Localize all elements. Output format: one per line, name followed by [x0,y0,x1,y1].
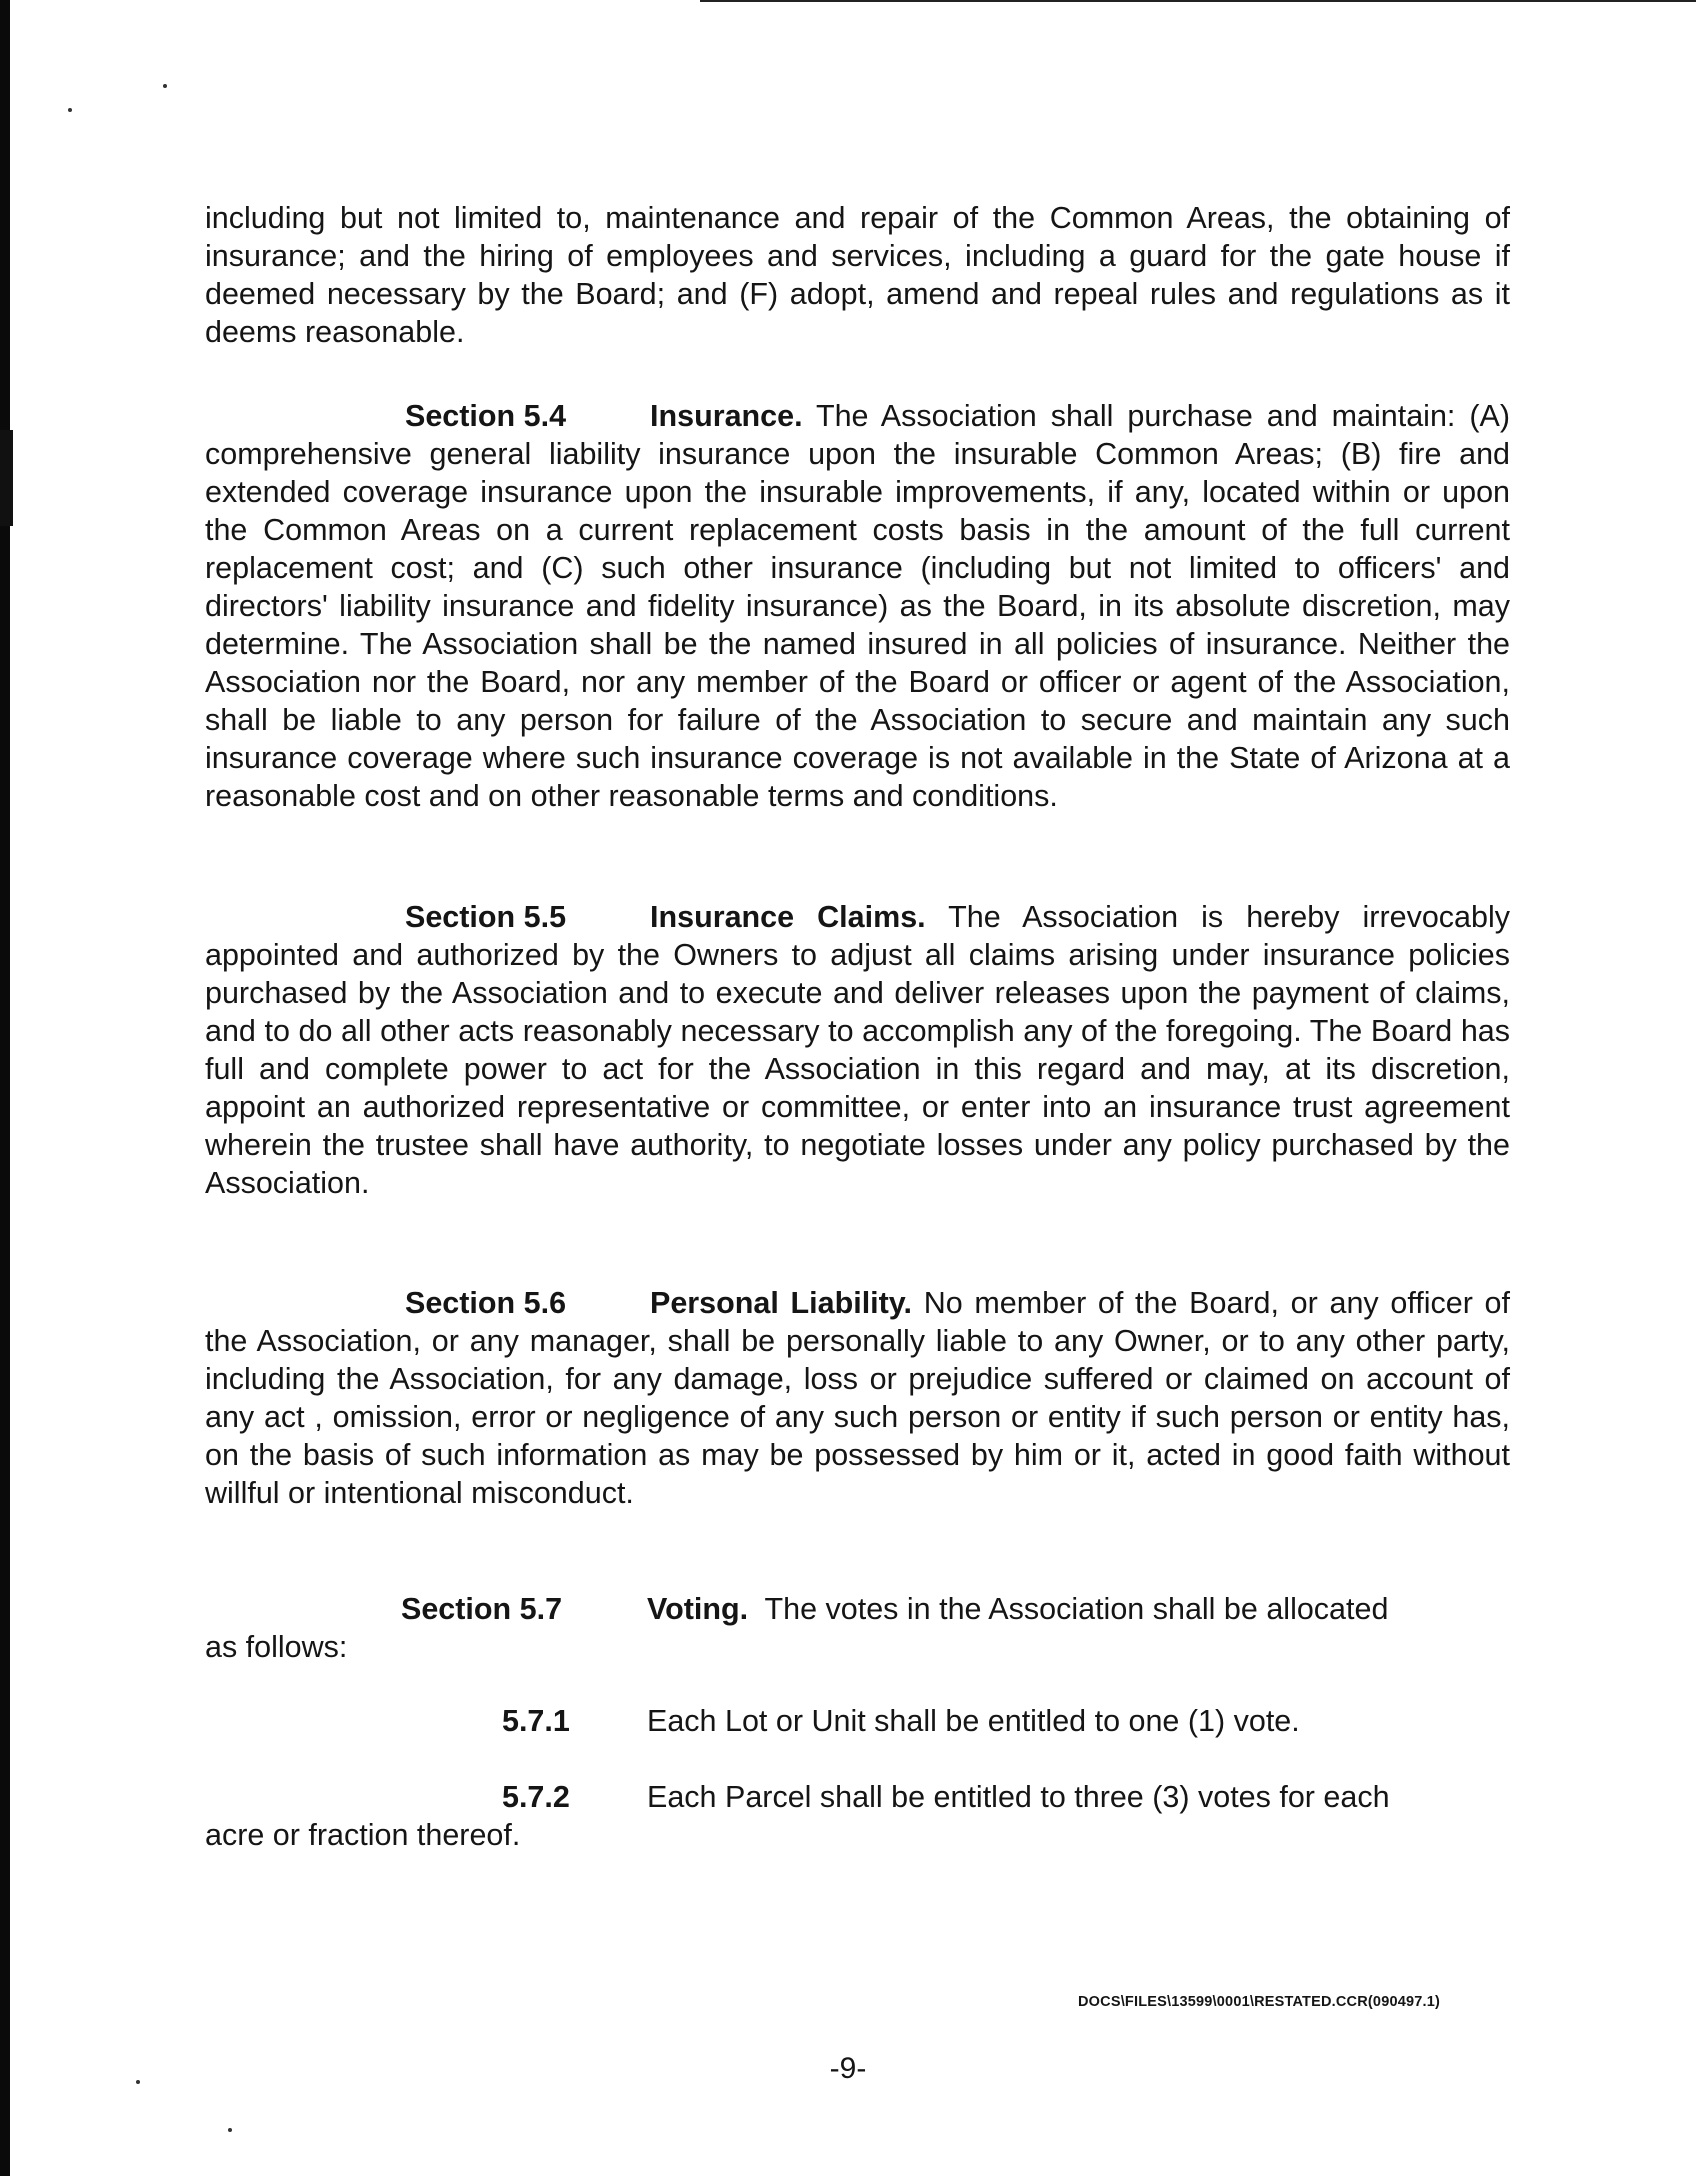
section-body: The Association is hereby irrevocably appointed and authorized by the Owners to adjust all claims arising under insurance policies purchased by the Association and to execute and deliver releases upon the payment of claims, and to do all other acts reasonably necessary to accomplish any of the foregoing. The Board has full and complete power to act for the Association in this regard and may, at its discretion, appoint an authorized representative or committee, or enter into an insurance trust agreement wherein the trustee shall have authority, to negotiate losses under any policy purchased by the Association. [205,900,1510,1200]
section-5-6 [205,1284,1510,1512]
section-number: Section 5.6 [405,1286,567,1320]
subsection-5-7-2 [205,1778,1510,1858]
scan-speck [163,84,167,88]
subsection-5-7-1 [205,1702,1510,1742]
section-body: The votes in the Association shall be allocated [764,1592,1389,1626]
section-5-5 [205,898,1510,1202]
section-5-7 [205,1590,1510,1670]
section-title: Insurance. [650,399,803,433]
subsection-text-continued: acre or fraction thereof. [205,1818,521,1852]
section-number: Section 5.5 [405,900,567,934]
subsection-number: 5.7.2 [502,1780,570,1814]
section-line [647,1590,1388,1628]
section-number: Section 5.7 [401,1592,563,1626]
subsection-text: Each Parcel shall be entitled to three (3) votes for each [647,1780,1390,1814]
section-5-4 [205,397,1510,815]
section-number: Section 5.4 [405,399,567,433]
scan-top-rule [700,0,1696,2]
section-body: No member of the Board, or any officer of the Association, or any manager, shall be personally liable to any Owner, or to any other party, including the Association, for any damage, loss or prejudice suffered or claimed on account of any act , omission, error or negligence of any such person or entity if such person or entity has, on the basis of such information as may be possessed by him or it, acted in good faith without willful or intentional misconduct. [205,1286,1510,1510]
scan-margin-mark [0,430,13,526]
scan-speck [228,2128,232,2132]
scan-speck [68,108,72,112]
section-title: Personal Liability. [650,1286,912,1320]
subsection-text: Each Lot or Unit shall be entitled to one (1) vote. [647,1704,1300,1738]
subsection-number: 5.7.1 [502,1704,570,1738]
paragraph-continuation: including but not limited to, maintenance and repair of the Common Areas, the obtaining of insurance; and the hiring of employees and services, including a guard for the gate house if deemed necessary by the Board; and (F) adopt, amend and repeal rules and regulations as it deems reasonable. [205,201,1510,349]
section-body-continued: as follows: [205,1630,348,1664]
page-number: -9- [829,2052,867,2085]
section-title: Voting. [647,1592,749,1626]
scan-left-edge [0,0,10,2176]
section-title: Insurance Claims. [650,900,926,934]
document-file-reference: DOCS\FILES\13599\0001\RESTATED.CCR(090497.1) [1078,1994,1441,2010]
section-body: The Association shall purchase and maintain: (A) comprehensive general liability insurance upon the insurable Common Areas; (B) fire and extended coverage insurance upon the insurable improvements, if any, located within or upon the Common Areas on a current replacement costs basis in the amount of the full current replacement cost; and (C) such other insurance (including but not limited to officers' and directors' liability insurance and fidelity insurance) as the Board, in its absolute discretion, may determine. The Association shall be the named insured in all policies of insurance. Neither the Association nor the Board, nor any member of the Board or officer or agent of the Association, shall be liable to any person for failure of the Association to secure and maintain any such insurance coverage where such insurance coverage is not available in the State of Arizona at a reasonable cost and on other reasonable terms and conditions. [205,399,1510,813]
